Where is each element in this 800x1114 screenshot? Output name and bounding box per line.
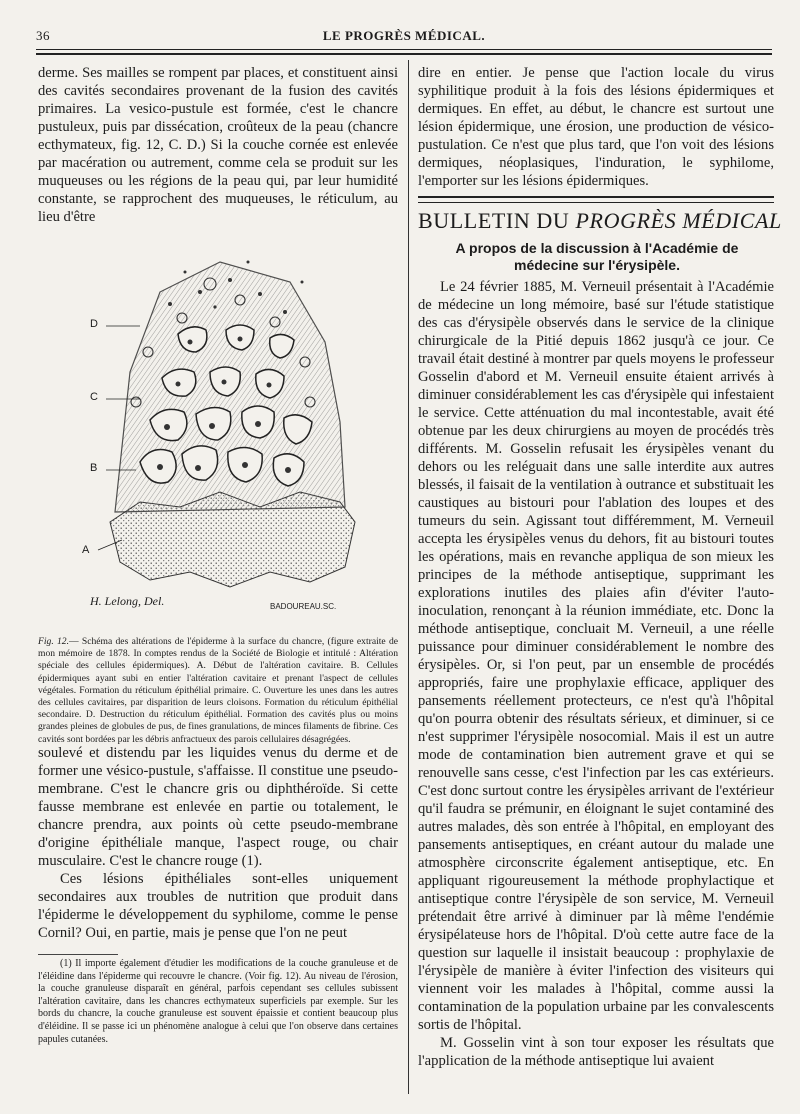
footnote-text: (1) Il importe également d'étudier les modifications de la couche granuleuse et de l'éléidine dans l'épiderme qui recouvre le chancre. (Voir fig. 12). Au niveau de l'érosion, la couche granuleuse disparaît en général, parfois cependant ses cellules subissent l'altération cavitaire, dans les chancres ecthymateux superficiels par exemple. Sur les bords du chancre, la couche granuleuse est souvent épaissie et contient beaucoup plus d'éléidine. Il se passe ici un phénomène analogue à celui que l'on observe dans certaines papules cutanées.: [38, 958, 398, 1045]
caption-lead: Fig. 12.: [38, 636, 69, 647]
figure-signature-left: H. Lelong, Del.: [90, 594, 165, 608]
figure-label-c: C: [90, 391, 98, 403]
article-subheading: A propos de la discussion à l'Académie de médecine sur l'érysipèle.: [455, 240, 739, 273]
caption-text: — Schéma des altérations de l'épiderme à la surface du chancre, (figure extraite de mon mémoire de 1878. In comptes rendus de la Société de Biologie et intitulé : Altération spéciale des cellules épidermiques). A. Début de l'altération cavitaire. B. Cellules épidermiques ayant subi en entier l'altération cavitaire et prenant l'aspect de cellules végétales. Formation du réticulum épithélial primaire. C. Ouverture les unes dans les autres des cellules cavitaires, par disparition de leurs cloisons. Formation du réticulum épithélial secondaire. D. Destruction du réticulum épithélial. Formation des cavités plus ou moins grandes pleines de globules de pus, de fines granulations, de minces filaments de fibrine. Ces cavités sont bordées par les débris anfractueux des parois cellulaires désagrégées.: [38, 636, 398, 745]
page-number: 36: [36, 28, 50, 43]
paragraph: derme. Ses mailles se rompent par places, et constituent ainsi des cavités secondaires provenant de la fusion des cavités primaires. La vesico-pustule est formée, c'est le chancre pustuleux, puis par dissécation, croûteux de la peau (chancre ecthymateux, fig. 12, C. D.) Si la couche cornée est enlevée par macération ou autrement, comme cela se produit sur les muqueuses ou les régions de la peau qui, par leur humidité constante, se rapprochent des muqueuses, le réticulum, au lieu d'être: [38, 65, 398, 225]
running-head: [36, 28, 772, 50]
footnote-rule: [38, 954, 118, 955]
paragraph: soulevé et distendu par les liquides venus du derme et de former une vésico-pustule, s'affaisse. Il constitue une pseudo-membrane. C'est le chancre gris ou diphthéroïde. Si cette fausse membrane est enlevée en partie ou totalement, le chancre prendra, aux points où cette pseudo-membrane d'origine épithéliale manque, l'aspect rouge, ou chair musculaire. C'est le chancre rouge (1).: [38, 745, 398, 869]
footnote: [38, 958, 398, 1046]
figure-illustration: [70, 222, 370, 622]
bulletin-title-italic: PROGRÈS MÉDICAL: [575, 208, 782, 233]
figure-12-epidermis-schema: [70, 222, 370, 622]
paragraph: M. Gosselin vint à son tour exposer les résultats que l'application de la méthode antiseptique lui avaient: [418, 1035, 774, 1069]
left-column-continued-text: [38, 744, 398, 942]
paragraph: Le 24 février 1885, M. Verneuil présentait à l'Académie de médecine un long mémoire, basé sur l'étude statistique des cas d'érysipèle observés dans le service de la clinique chirurgicale de la Pitié depuis 1862 jusqu'à ce jour. Ce travail était destiné à montrer par quels moyens le professeur Gosselin d'abord et M. Verneuil ensuite étaient arrivés à diminuer considérablement les cas d'érysipèle qui infestaient le service. Cette atténuation du mal incontestable, avait été obtenue par les deux chirurgiens au moyen de procédés très différents. M. Gosselin refusait les érysipèles venant du dehors ou les reléguait dans une salle interdite aux autres blessés, il faisait de la ventilation à outrance et substituait les caustiques au bistouri pour l'ablation des loupes et des tumeurs du sein. Agissant tout différemment, M. Verneuil accepta les érysipèles venus du dehors, fit au bistouri toutes les opérations, mais en revanche appliqua de son mieux les principes de la méthode antiseptique, supprimant les explorations inutiles des plaies afin d'éviter l'auto-inoculation, renonçant à la réunion immédiate, etc. Donc la méthode antiseptique, concluait M. Verneuil, a une réelle puissance pour diminuer considérablement le nombre des érysipèles. Or, si l'on peut, par un ensemble de procédés appropriés, faire une prophylaxie efficace, appliquer des pansements réellement protecteurs, ce n'est qu'à l'hôpital qu'on pourra obtenir des résultats sérieux, et diminuer, si ce n'est supprimer l'érysipèle nosocomial. Mais il est un autre mode de contamination bien autrement grave et qui se renouvelle sans cesse, c'est l'infection par les cas extérieurs. C'est donc surtout contre les érysipèles arrivant de l'extérieur qu'il faudra se prémunir, en éloignant le sujet contaminé des autres malades, dès son entrée à l'hôpital, en employant des pansements antiseptiques, en créant autour du malade une atmosphère circonscrite également antiseptique, etc. En appliquant rigoureusement la méthode prophylactique et antiseptique contre l'érysipèle de son service, M. Verneuil prétendait être arrivé à diminuer par là même l'endémie érysipélateuse hors de l'hôpital. D'où cette autre face de la question sur laquelle il insistait beaucoup : prophylaxie de l'érysipèle de manière à éviter l'infection des visiteurs qui viennent voir les malades à l'hôpital, comme aussi la contamination de la population urbaine par les convalescents sortis de l'hôpital.: [418, 279, 774, 1033]
running-title: LE PROGRÈS MÉDICAL.: [322, 28, 486, 43]
figure-signature-right: BADOUREAU.SC.: [270, 602, 337, 611]
right-column-top-text: [418, 64, 774, 190]
section-double-rule: [418, 196, 774, 203]
column-divider: [408, 60, 409, 1094]
header-double-rule: [36, 49, 772, 55]
figure-caption: [38, 636, 398, 746]
bulletin-heading: [418, 208, 782, 234]
figure-label-b: B: [90, 462, 98, 474]
paragraph: Ces lésions épithéliales sont-elles uniquement secondaires aux troubles de nutrition que produit dans l'épiderme le développement du syphilome, comme le pense Cornil? Oui, en partie, mais je pense que l'on ne peut: [38, 871, 398, 941]
bulletin-title-plain: BULLETIN DU: [418, 208, 576, 233]
left-column-top-text: [38, 64, 398, 226]
article-body: [418, 278, 774, 1070]
figure-label-d: D: [90, 318, 98, 330]
figure-label-a: A: [82, 544, 90, 556]
paragraph: dire en entier. Je pense que l'action locale du virus syphilitique produit à la fois des lésions épidermiques et dermiques. En effet, au début, le chancre est surtout une lésion épidermique, une érosion, une production de vésico-pustulation. Ce n'est que plus tard, que l'on voit des lésions dermiques, néoplasiques, l'induration, le syphilome, l'emporter sur les lésions épidermiques.: [418, 65, 774, 189]
